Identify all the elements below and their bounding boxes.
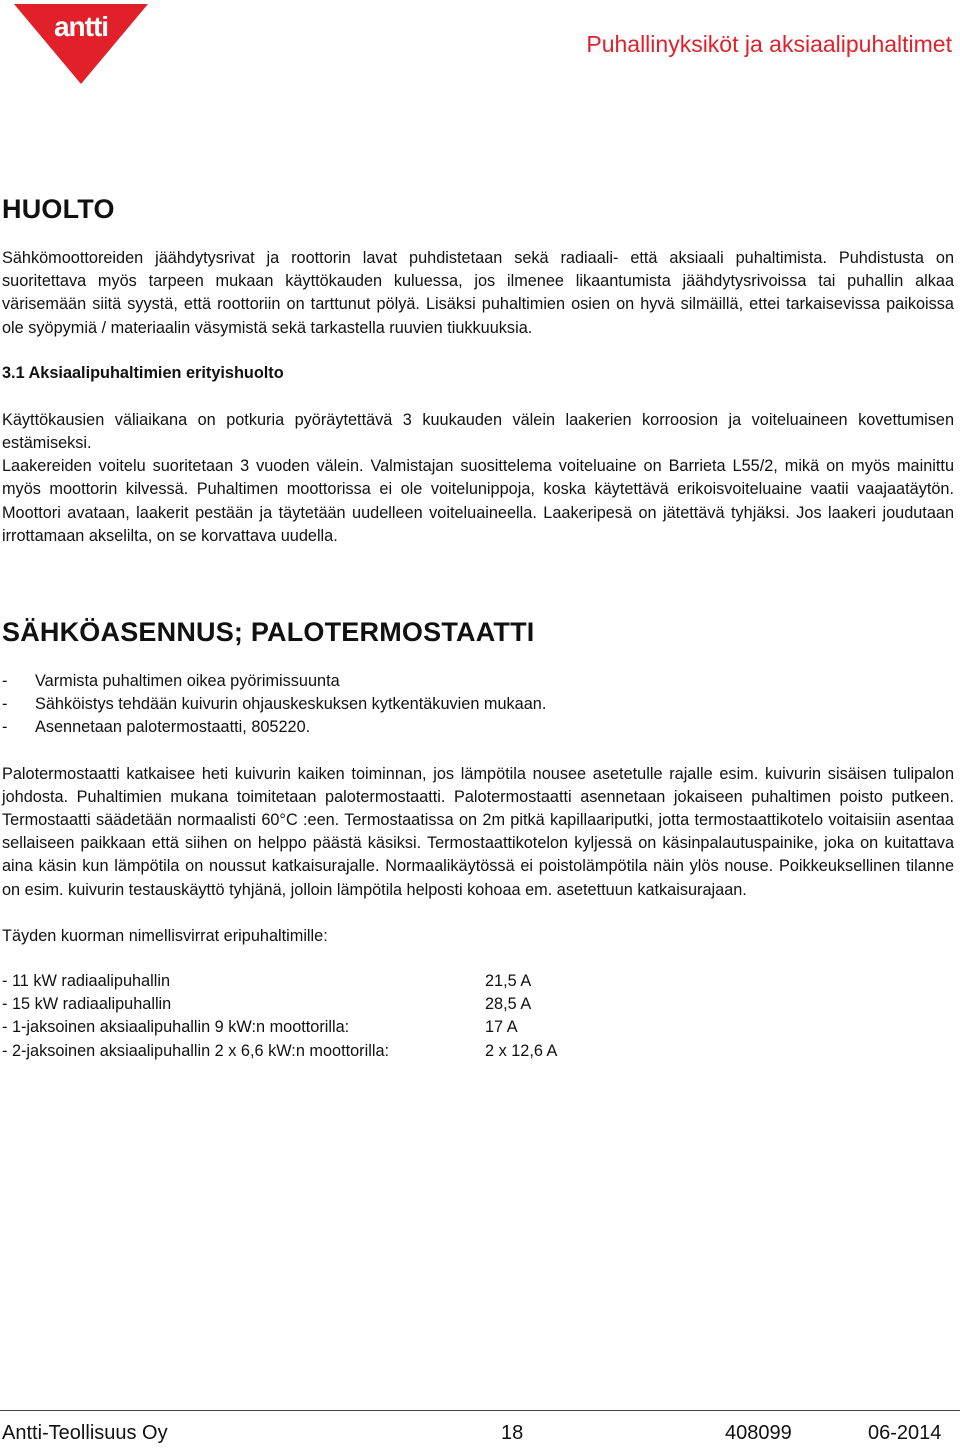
page-content (2, 193, 954, 1063)
footer-divider (0, 1410, 960, 1411)
fan-name: - 15 kW radiaalipuhallin (2, 995, 172, 1014)
current-ratings-table (2, 970, 557, 1063)
heading-sahkoasennus: SÄHKÖASENNUS; PALOTERMOSTAATTI (2, 617, 535, 648)
fan-name: - 1-jaksoinen aksiaalipuhallin 9 kW:n moottorilla: (2, 1018, 350, 1037)
footer-date: 06-2014 (868, 1422, 942, 1444)
list-item: - Varmista puhaltimen oikea pyörimissuunta (2, 672, 340, 691)
fan-name: - 11 kW radiaalipuhallin (2, 972, 171, 991)
currents-intro: Täyden kuorman nimellisvirrat eripuhaltimille: (2, 926, 328, 945)
footer-company: Antti-Teollisuus Oy (2, 1422, 168, 1444)
header-title: Puhallinyksiköt ja aksiaalipuhaltimet (586, 31, 952, 57)
heading-huolto: HUOLTO (2, 194, 115, 224)
installation-list (2, 670, 954, 740)
table-row (2, 993, 557, 1016)
section31-paragraph-2: Laakereiden voitelu suoritetaan 3 vuoden välein. Valmistajan suosittelema voiteluaine on Barrieta L55/2, mikä on myös mainittu myös moottorin kilvessä. Puhaltimen moottorissa ei ole voitelunippoja, koska käytettävä erikoisvoiteluaine vaatii vaajaatäytön. Moottori avataan, laakerit pestään ja täytetään uudelleen voiteluaineella. Laakeripesä on jätettävä tyhjäksi. Jos laakeri joudutaan irrottamaan akselilta, on se korvattava uudella. (2, 457, 954, 545)
fan-name: - 2-jaksoinen aksiaalipuhallin 2 x 6,6 kW:n moottorilla: (2, 1041, 390, 1060)
fan-current: 28,5 A (485, 995, 532, 1014)
logo-text: antti (53, 11, 109, 42)
huolto-paragraph: Sähkömoottoreiden jäähdytysrivat ja roottorin lavat puhdistetaan sekä radiaali- että aksiaali puhaltimista. Puhdistusta on suoritettava myös tarpeen mukaan käyttökauden kuluessa, jos ilmenee likaantumista jäähdytysrivoissa tai puhallin alkaa värisemään siitä syystä, että roottoriin on tarttunut pölyä. Lisäksi puhaltimien osien on hyvä silmäillä, ettei tarkaisevissa paikoissa ole syöpymiä / materiaalin väsymistä sekä tarkastella ruuvien tiukkuuksia. (2, 249, 954, 337)
section31-paragraph-1: Käyttökausien väliaikana on potkuria pyöräytettävä 3 kuukauden välein laakerien korroosion ja voiteluaineen kovettumisen estämiseksi. (2, 410, 954, 453)
footer-doc-number: 408099 (725, 1422, 792, 1444)
footer (2, 1422, 954, 1448)
table-row (2, 1040, 557, 1063)
antti-logo (14, 4, 148, 84)
palotermostaatti-paragraph: Palotermostaatti katkaisee heti kuivurin kaiken toiminnan, jos lämpötila nousee asetetulle rajalle esim. kuivurin sisäisen tulipalon johdosta. Puhaltimien mukana toimitetaan palotermostaatti. Palotermostaatti asennetaan jokaiseen puhaltimen poisto putkeen. Termostaatti säädetään normaalisti 60°C :een. Termostaatissa on 2m pitkä kapillaariputki, jotta termostaattikotelo voitaisiin asentaa sellaiseen paikkaan että siihen on helppo päästä käsiksi. Termostaattikotelon kyljessä on käsinpalautuspainike, joka on kuitattava aina käsin kun lämpötila on noussut katkaisurajalle. Normaalikäytössä ei poistolämpötila näin ylös nouse. Poikkeuksellinen tilanne on esim. kuivurin testauskäyttö tyhjänä, jolloin lämpötila helposti kohoaa em. asetettuun katkaisurajaan. (2, 764, 954, 899)
list-item: - Asennetaan palotermostaatti, 805220. (2, 718, 311, 737)
fan-current: 21,5 A (485, 972, 532, 991)
table-row (2, 970, 557, 993)
fan-current: 17 A (485, 1018, 518, 1037)
list-item: - Sähköistys tehdään kuivurin ohjauskeskuksen kytkentäkuvien mukaan. (2, 695, 547, 714)
fan-current: 2 x 12,6 A (485, 1041, 558, 1060)
table-row (2, 1016, 557, 1039)
heading-3-1: 3.1 Aksiaalipuhaltimien erityishuolto (2, 363, 284, 382)
footer-page-number: 18 (501, 1422, 524, 1444)
